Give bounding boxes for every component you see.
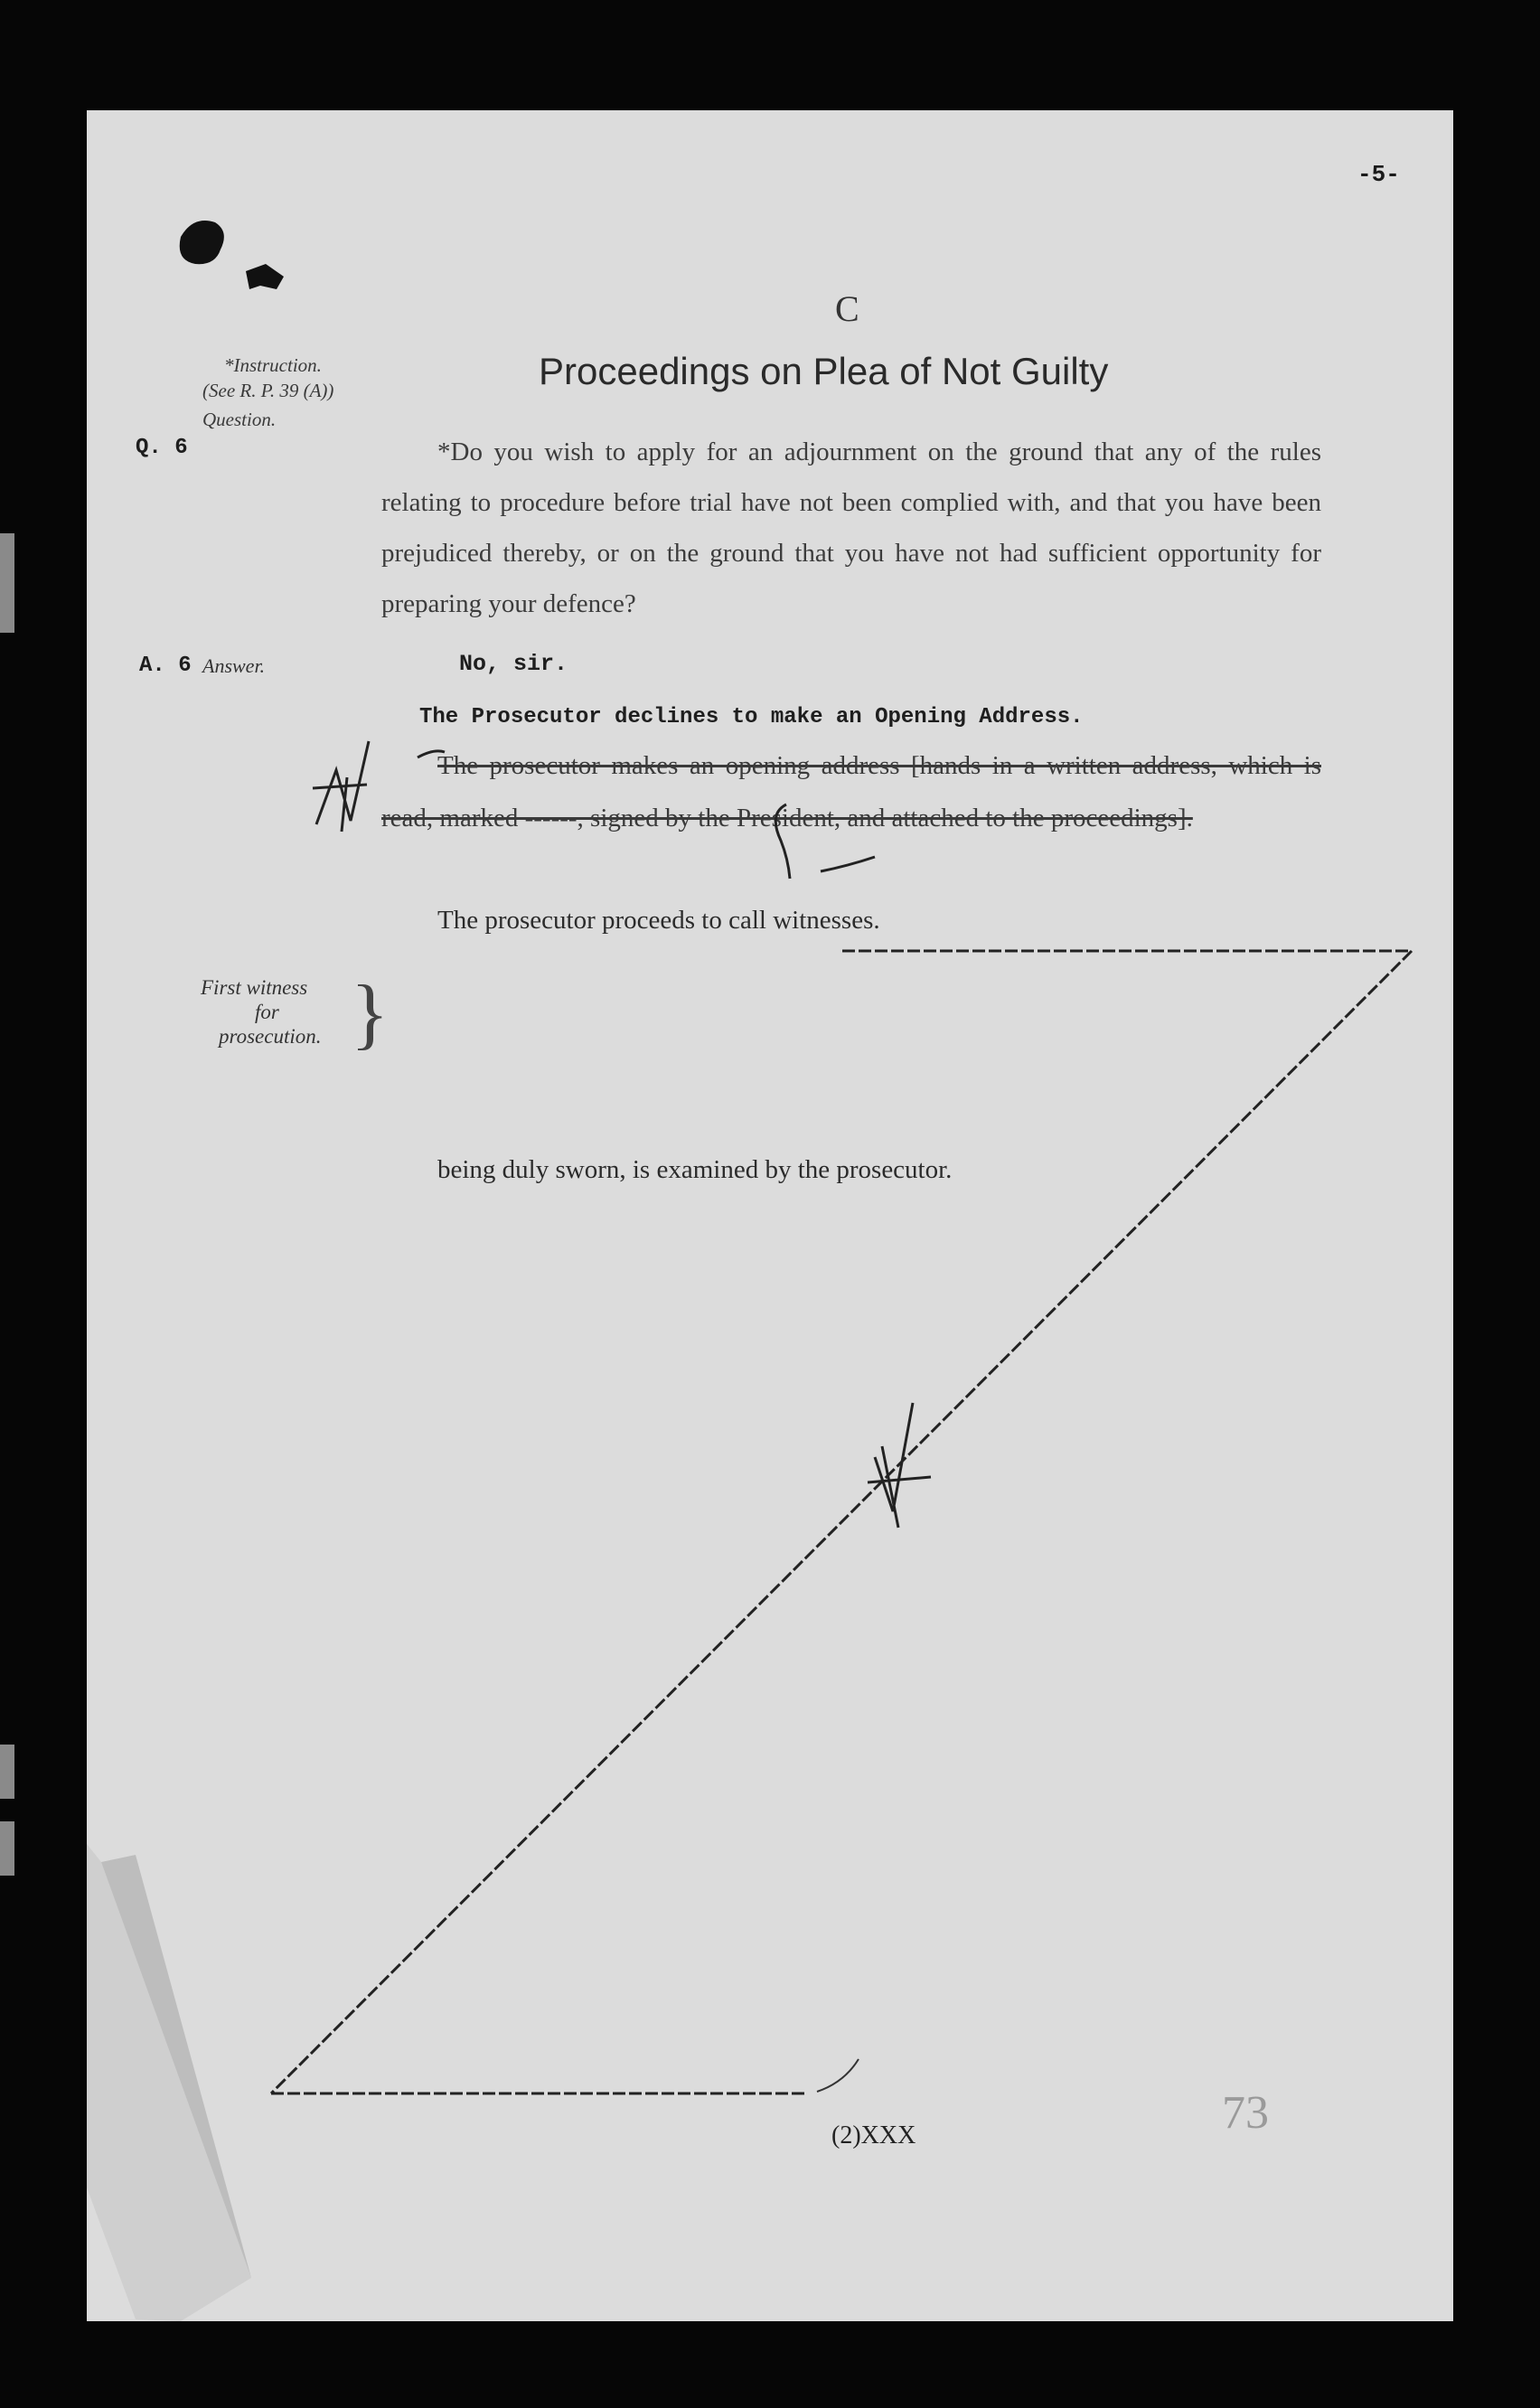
film-edge-tab (0, 1745, 14, 1799)
struck-opening-address-text: The prosecutor makes an opening address [hands in a written address, which is read, marked ------, signed by the President, and attached to the proceedings]. (381, 751, 1321, 832)
film-edge-tab (0, 1821, 14, 1876)
section-title: Proceedings on Plea of Not Guilty (539, 350, 1109, 392)
form-footer: (2)XXX (831, 2121, 916, 2149)
question-label: Question. (202, 409, 277, 430)
sworn-text: being duly sworn, is examined by the prosecutor. (437, 1155, 953, 1184)
prosecutor-declines-text: The Prosecutor declines to make an Opening Address. (419, 705, 1084, 729)
answer-text: No, sir. (459, 651, 568, 677)
page-number: -5- (1357, 161, 1400, 188)
archive-number: 73 (1222, 2087, 1269, 2139)
answer-number: A. 6 (139, 654, 192, 678)
answer-label: Answer. (202, 654, 266, 677)
question-number: Q. 6 (136, 436, 188, 460)
witness-label-line2: for (255, 1001, 279, 1023)
call-witnesses-text: The prosecutor proceeds to call witnesses. (437, 906, 880, 935)
section-letter: C (835, 288, 859, 329)
question-text: *Do you wish to apply for an adjournment on the ground that any of the rules relating to procedure before trial have not been complied with, and that you have been prejudiced thereby, or on the ground that you have not had sufficient opportunity for preparing your defence? (381, 437, 1321, 618)
rule-reference-note: (See R. P. 39 (A)) (202, 380, 334, 401)
witness-label-line1: First witness (201, 976, 308, 999)
film-edge-tab (0, 533, 14, 633)
instruction-note: *Instruction. (224, 354, 322, 376)
witness-brace: } (351, 970, 390, 1058)
witness-label-line3: prosecution. (219, 1025, 322, 1048)
